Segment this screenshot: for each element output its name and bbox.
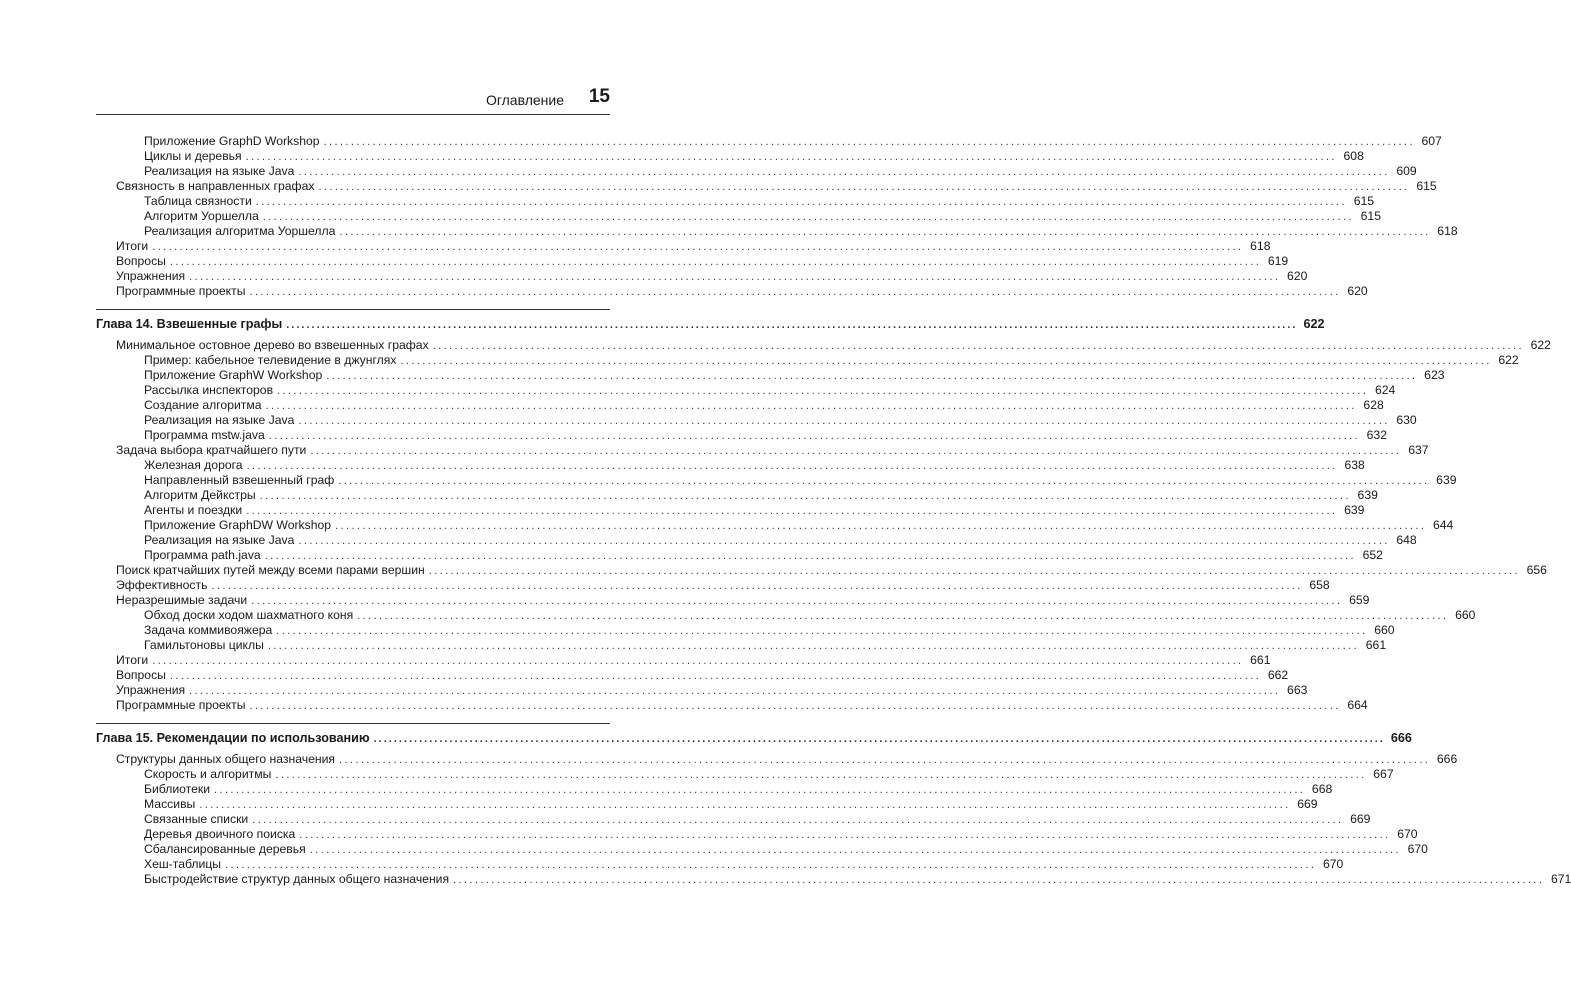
- toc-entry-title: Гамильтоновы циклы: [144, 637, 268, 653]
- leader-dots: ........................................................................................................................................................................................................: [264, 550, 1356, 562]
- toc-entry[interactable]: [144, 547, 1383, 563]
- toc-entry-page: 619: [1267, 254, 1289, 268]
- toc-entry[interactable]: [116, 238, 1271, 254]
- toc-entry-title: Программа mstw.java: [144, 427, 269, 443]
- leader-dots: ........................................................................................................................................................................................................: [286, 319, 1298, 331]
- toc-entry[interactable]: [144, 607, 1476, 623]
- leader-dots: ........................................................................................................................................................................................................: [169, 256, 1262, 268]
- toc-entry[interactable]: [144, 133, 1442, 149]
- toc-entry[interactable]: [116, 667, 1289, 683]
- toc-entry-page: 622: [1303, 317, 1325, 331]
- toc-entry-page: 669: [1350, 812, 1371, 826]
- toc-entry[interactable]: [144, 163, 1417, 179]
- leader-dots: ........................................................................................................................................................................................................: [246, 505, 1338, 517]
- leader-dots: ........................................................................................................................................................................................................: [335, 520, 1427, 532]
- toc-entry-title: Упражнения: [116, 268, 189, 284]
- leader-dots: ........................................................................................................................................................................................................: [225, 859, 1317, 871]
- toc-entry-title: Реализация на языке Java: [144, 412, 298, 428]
- leader-dots: ........................................................................................................................................................................................................: [373, 733, 1385, 745]
- leader-dots: ........................................................................................................................................................................................................: [152, 241, 1244, 253]
- toc-entry[interactable]: [144, 412, 1417, 428]
- toc-entry[interactable]: [144, 352, 1519, 368]
- toc-entry-title: Глава 15. Рекомендации по использованию: [96, 730, 374, 746]
- leader-dots: ........................................................................................................................................................................................................: [199, 799, 1291, 811]
- leader-dots: ........................................................................................................................................................................................................: [318, 181, 1410, 193]
- leader-dots: ........................................................................................................................................................................................................: [255, 196, 1348, 208]
- toc-entry[interactable]: [116, 178, 1437, 194]
- toc-entry-title: Библиотеки: [144, 781, 214, 797]
- toc-entry-title: Реализация алгоритма Уоршелла: [144, 223, 339, 239]
- leader-dots: ........................................................................................................................................................................................................: [428, 565, 1520, 577]
- toc-entry[interactable]: [144, 637, 1387, 653]
- toc-entry-title: Задача выбора кратчайшего пути: [116, 442, 310, 458]
- toc-entry-title: Алгоритм Уоршелла: [144, 208, 263, 224]
- toc-entry-page: 659: [1349, 593, 1370, 607]
- leader-dots: ........................................................................................................................................................................................................: [310, 445, 1402, 457]
- toc-entry-page: 623: [1424, 368, 1445, 382]
- toc-entry-title: Приложение GraphDW Workshop: [144, 517, 335, 533]
- toc-entry-page: 620: [1347, 284, 1368, 298]
- toc-entry-title: Деревья двоичного поиска: [144, 826, 299, 842]
- leader-dots: ........................................................................................................................................................................................................: [189, 271, 1281, 283]
- toc-entry-page: 660: [1374, 623, 1395, 637]
- toc-entry-page: 637: [1408, 443, 1429, 457]
- leader-dots: ........................................................................................................................................................................................................: [245, 151, 1337, 163]
- toc-entry-page: 661: [1250, 653, 1271, 667]
- chapter-divider: [96, 309, 610, 310]
- toc-entry[interactable]: [144, 382, 1396, 398]
- toc-entry-page: 622: [1530, 338, 1551, 352]
- toc-entry-title: Задача коммивояжера: [144, 622, 276, 638]
- toc-entry-title: Скорость и алгоритмы: [144, 766, 275, 782]
- toc-entry-title: Направленный взвешенный граф: [144, 472, 338, 488]
- toc-entry[interactable]: [144, 367, 1445, 383]
- header-page-number: 15: [588, 86, 610, 107]
- toc-entry[interactable]: [144, 193, 1375, 209]
- leader-dots: ........................................................................................................................................................................................................: [275, 769, 1367, 781]
- leader-dots: ........................................................................................................................................................................................................: [189, 685, 1281, 697]
- toc-entry-page: 652: [1362, 548, 1383, 562]
- toc-entry-title: Упражнения: [116, 682, 189, 698]
- toc-entry[interactable]: [116, 337, 1551, 353]
- toc-entry-page: 608: [1343, 149, 1364, 163]
- toc-entry[interactable]: [116, 682, 1308, 698]
- toc-entry-page: 662: [1267, 668, 1289, 682]
- toc-entry-title: Итоги: [116, 238, 152, 254]
- leader-dots: ........................................................................................................................................................................................................: [249, 700, 1341, 712]
- header-title: Оглавление: [485, 92, 564, 108]
- toc-entry[interactable]: [144, 766, 1394, 782]
- toc-entry[interactable]: [144, 796, 1318, 812]
- toc-entry-title: Структуры данных общего назначения: [116, 751, 339, 767]
- leader-dots: ........................................................................................................................................................................................................: [432, 340, 1524, 352]
- leader-dots: ........................................................................................................................................................................................................: [339, 226, 1431, 238]
- toc-entry-page: 666: [1390, 731, 1412, 745]
- toc-entry-page: 658: [1309, 578, 1330, 592]
- toc-entry[interactable]: [144, 856, 1344, 872]
- toc-entry-title: Программные проекты: [116, 283, 249, 299]
- toc-entry-title: Минимальное остовное дерево во взвешенных графах: [116, 337, 433, 353]
- toc-entry[interactable]: [144, 517, 1454, 533]
- toc-entry-title: Агенты и поездки: [144, 502, 246, 518]
- toc-entry[interactable]: [144, 502, 1365, 518]
- leader-dots: ........................................................................................................................................................................................................: [323, 136, 1415, 148]
- leader-dots: ........................................................................................................................................................................................................: [299, 829, 1391, 841]
- leader-dots: ........................................................................................................................................................................................................: [339, 754, 1431, 766]
- toc-entry-page: 628: [1363, 398, 1384, 412]
- toc-entry[interactable]: [116, 697, 1368, 713]
- toc-entry[interactable]: [144, 841, 1428, 857]
- toc-entry-title: Обход доски ходом шахматного коня: [144, 607, 357, 623]
- toc-entry[interactable]: [116, 592, 1370, 608]
- toc-entry-page: 624: [1374, 383, 1396, 397]
- leader-dots: ........................................................................................................................................................................................................: [259, 490, 1351, 502]
- toc-chapter-entry[interactable]: [96, 730, 1412, 746]
- toc-entry-title: Связность в направленных графах: [116, 178, 318, 194]
- leader-dots: ........................................................................................................................................................................................................: [211, 580, 1303, 592]
- toc-entry-page: 656: [1526, 563, 1547, 577]
- toc-entry-title: Рассылка инспекторов: [144, 382, 277, 398]
- toc-chapter-entry[interactable]: [96, 316, 1325, 332]
- leader-dots: ........................................................................................................................................................................................................: [249, 286, 1341, 298]
- toc-entry-title: Сбалансированные деревья: [144, 841, 310, 857]
- toc-entry-title: Массивы: [144, 796, 199, 812]
- toc-entry-page: 618: [1437, 224, 1458, 238]
- toc-entry[interactable]: [144, 427, 1387, 443]
- leader-dots: ........................................................................................................................................................................................................: [152, 655, 1244, 667]
- leader-dots: ........................................................................................................................................................................................................: [267, 640, 1360, 652]
- toc-entry[interactable]: [144, 781, 1333, 797]
- toc-entry[interactable]: [144, 148, 1364, 164]
- toc-entry-page: 661: [1365, 638, 1387, 652]
- toc-entry-page: 670: [1322, 857, 1344, 871]
- toc-entry-title: Быстродействие структур данных общего назначения: [144, 871, 453, 887]
- toc-entry-title: Эффективность: [116, 577, 211, 593]
- toc-entry-page: 668: [1311, 782, 1333, 796]
- toc-entry-page: 660: [1455, 608, 1476, 622]
- toc-entry[interactable]: [144, 457, 1365, 473]
- toc-entry-page: 644: [1432, 518, 1454, 532]
- leader-dots: ........................................................................................................................................................................................................: [277, 385, 1369, 397]
- toc-entry-page: 609: [1396, 164, 1417, 178]
- toc-entry-page: 666: [1436, 752, 1458, 766]
- toc-entry[interactable]: [116, 283, 1368, 299]
- toc-entry[interactable]: [116, 577, 1330, 593]
- toc-entry-page: 639: [1436, 473, 1457, 487]
- leader-dots: ........................................................................................................................................................................................................: [276, 625, 1368, 637]
- toc-entry-title: Пример: кабельное телевидение в джунглях: [144, 352, 400, 368]
- toc-entry-title: Реализация на языке Java: [144, 163, 298, 179]
- chapter-divider: [96, 723, 610, 724]
- toc-entry-page: 648: [1396, 533, 1417, 547]
- toc-entry-title: Итоги: [116, 652, 152, 668]
- toc-entry[interactable]: [144, 532, 1417, 548]
- toc-entry-title: Вопросы: [116, 253, 170, 269]
- toc-entry[interactable]: [116, 652, 1271, 668]
- toc-entry-page: 670: [1407, 842, 1428, 856]
- leader-dots: ........................................................................................................................................................................................................: [326, 370, 1418, 382]
- toc-entry-title: Приложение GraphW Workshop: [144, 367, 326, 383]
- leader-dots: ........................................................................................................................................................................................................: [268, 430, 1360, 442]
- toc-entry-title: Создание алгоритма: [144, 397, 266, 413]
- toc-entry-title: Реализация на языке Java: [144, 532, 298, 548]
- toc-entry-page: 615: [1360, 209, 1381, 223]
- toc-entry-title: Поиск кратчайших путей между всеми парами вершин: [116, 562, 429, 578]
- toc-entry-page: 620: [1287, 269, 1308, 283]
- toc-entry-title: Программа path.java: [144, 547, 265, 563]
- leader-dots: ........................................................................................................................................................................................................: [262, 211, 1354, 223]
- toc-entry-page: 615: [1416, 179, 1437, 193]
- toc-entry[interactable]: [144, 826, 1418, 842]
- leader-dots: ........................................................................................................................................................................................................: [357, 610, 1449, 622]
- toc-entry[interactable]: [144, 472, 1457, 488]
- toc-entry-title: Хеш-таблицы: [144, 856, 225, 872]
- toc-entry-title: Алгоритм Дейкстры: [144, 487, 260, 503]
- toc-entry-title: Глава 14. Взвешенные графы: [96, 316, 286, 332]
- toc-entry-title: Вопросы: [116, 667, 170, 683]
- leader-dots: ........................................................................................................................................................................................................: [298, 415, 1390, 427]
- toc-entry-page: 669: [1297, 797, 1318, 811]
- toc-entry-page: 632: [1366, 428, 1387, 442]
- leader-dots: ........................................................................................................................................................................................................: [453, 874, 1545, 886]
- toc-entry-page: 630: [1396, 413, 1417, 427]
- leader-dots: ........................................................................................................................................................................................................: [251, 595, 1343, 607]
- leader-dots: ........................................................................................................................................................................................................: [265, 400, 1357, 412]
- leader-dots: ........................................................................................................................................................................................................: [169, 670, 1262, 682]
- toc-entry-title: Железная дорога: [144, 457, 247, 473]
- toc-entry-page: 667: [1373, 767, 1394, 781]
- toc-entry-title: Связанные списки: [144, 811, 252, 827]
- running-header: [96, 86, 610, 115]
- toc-entry-page: 639: [1344, 503, 1365, 517]
- toc-entry-page: 639: [1357, 488, 1378, 502]
- toc-entry[interactable]: [116, 442, 1429, 458]
- toc-entry-title: Таблица связности: [144, 193, 256, 209]
- toc-entry-page: 622: [1498, 353, 1519, 367]
- toc-entry[interactable]: [116, 268, 1308, 284]
- leader-dots: ........................................................................................................................................................................................................: [252, 814, 1344, 826]
- toc-entry[interactable]: [144, 223, 1458, 239]
- toc-entry-page: 615: [1353, 194, 1375, 208]
- toc-entry[interactable]: [144, 811, 1371, 827]
- toc-entry-page: 670: [1397, 827, 1418, 841]
- toc-entry[interactable]: [144, 487, 1378, 503]
- toc-entry[interactable]: [144, 397, 1384, 413]
- toc-entry-title: Приложение GraphD Workshop: [144, 133, 324, 149]
- toc-entry-page: 664: [1347, 698, 1368, 712]
- toc-entry-page: 638: [1344, 458, 1365, 472]
- leader-dots: ........................................................................................................................................................................................................: [214, 784, 1306, 796]
- toc-entry[interactable]: [144, 622, 1395, 638]
- leader-dots: ........................................................................................................................................................................................................: [298, 535, 1390, 547]
- toc-entry[interactable]: [116, 751, 1458, 767]
- leader-dots: ........................................................................................................................................................................................................: [338, 475, 1430, 487]
- toc-entry-page: 663: [1287, 683, 1308, 697]
- toc-entry-title: Неразрешимые задачи: [116, 592, 251, 608]
- toc-entry[interactable]: [144, 208, 1381, 224]
- toc-entry[interactable]: [116, 562, 1547, 578]
- leader-dots: ........................................................................................................................................................................................................: [309, 844, 1401, 856]
- toc-entry[interactable]: [144, 871, 1571, 887]
- leader-dots: ........................................................................................................................................................................................................: [298, 166, 1390, 178]
- toc-entry-page: 607: [1421, 134, 1442, 148]
- toc-entry-page: 671: [1550, 872, 1571, 886]
- toc-entry-page: 618: [1250, 239, 1271, 253]
- toc-entry-title: Циклы и деревья: [144, 148, 246, 164]
- toc-entry-title: Программные проекты: [116, 697, 249, 713]
- leader-dots: ........................................................................................................................................................................................................: [246, 460, 1338, 472]
- toc-entry[interactable]: [116, 253, 1289, 269]
- leader-dots: ........................................................................................................................................................................................................: [400, 355, 1492, 367]
